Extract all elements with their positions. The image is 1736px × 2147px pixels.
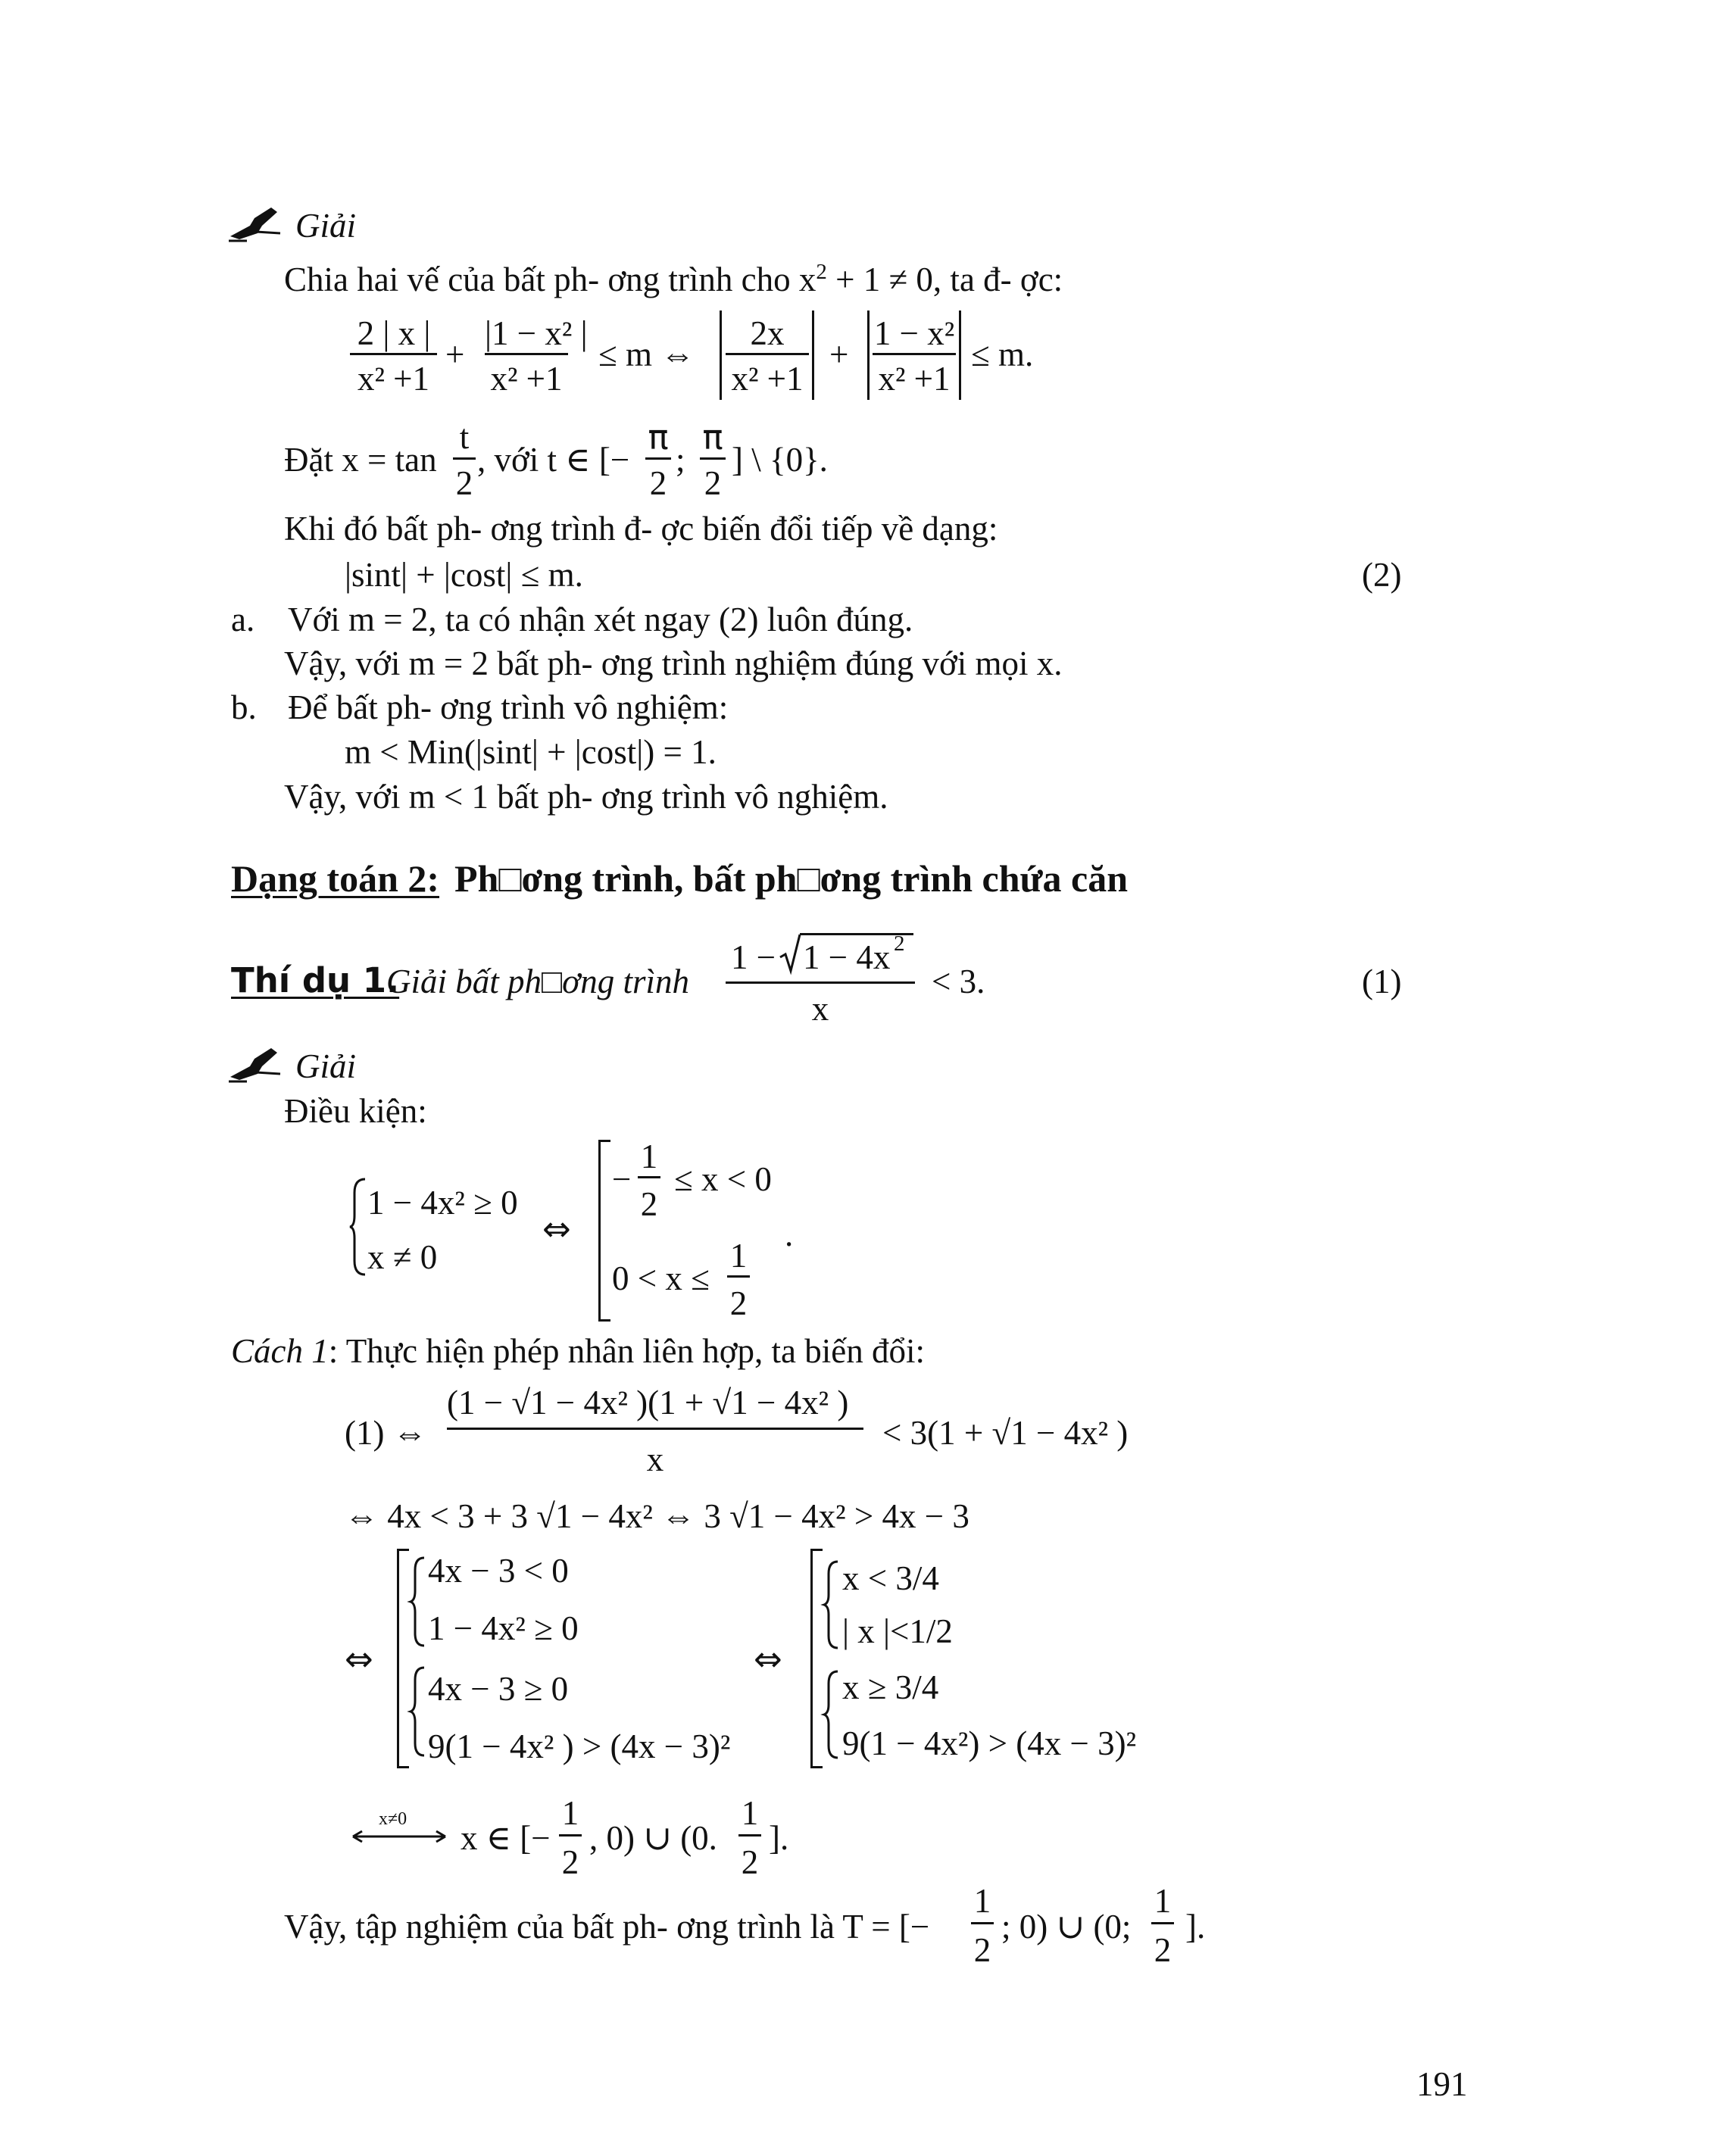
example-label: Thí dụ 1. [231, 960, 400, 1000]
part-a-conclusion: Vậy, với m = 2 bất ph- ơng trình nghiệm đúng với mọi x. [284, 644, 1063, 682]
example-denominator: x [811, 990, 829, 1028]
solution-label-2: Giải [295, 1047, 357, 1085]
sys-b-3: x ≥ 3/4 [842, 1668, 939, 1706]
result-set: , 0) ∪ (0. [589, 1819, 717, 1857]
sys-a-1: 4x − 3 < 0 [428, 1552, 569, 1590]
conjugate-numerator: (1 − √1 − 4x² )(1 + √1 − 4x² ) [447, 1384, 849, 1421]
writing-hand-icon [227, 203, 282, 242]
condition-label: Điều kiện: [284, 1092, 427, 1130]
step-2: ⇔ 4x < 3 + 3 √1 − 4x² ⇔ 3 √1 − 4x² > 4x − 3 [345, 1497, 969, 1535]
le-m-iff: ≤ m ⇔ [598, 335, 695, 373]
frac1-den: x² +1 [357, 360, 430, 398]
cond-1: 1 − 4x² ≥ 0 [367, 1184, 518, 1222]
range-2: 0 < x ≤ [612, 1259, 710, 1297]
final-answer: Vậy, tập nghiệm của bất ph- ơng trình là T = [− [284, 1908, 930, 1946]
solution-label: Giải [295, 207, 357, 245]
part-b-text: Để bất ph- ơng trình vô nghiệm: [288, 688, 729, 726]
conjugate-rhs: < 3(1 + √1 − 4x² ) [882, 1414, 1129, 1452]
section-label: Dạng toán 2: [231, 857, 440, 900]
long-double-arrow-icon [350, 1829, 448, 1844]
frac4-num: 1 − x² [873, 314, 955, 352]
page-number: 191 [1416, 2065, 1468, 2103]
part-b-inequality: m < Min(|sint| + |cost|) = 1. [345, 733, 717, 771]
inequality-2: |sint| + |cost| ≤ m. [345, 556, 583, 594]
method-1-line: Cách 1: Thực hiện phép nhân liên hợp, ta biến đổi: [231, 1332, 925, 1370]
sys-a-2: 1 − 4x² ≥ 0 [428, 1609, 579, 1647]
section-title: Ph□ơng trình, bất ph□ơng trình chứa căn [454, 857, 1129, 900]
sys-a-3: 4x − 3 ≥ 0 [428, 1670, 569, 1708]
frac3-num: 2x [750, 314, 785, 352]
eq-ref-1: (1) [1362, 963, 1402, 1000]
cond-2: x ≠ 0 [367, 1238, 438, 1276]
part-b-conclusion: Vậy, với m < 1 bất ph- ơng trình vô nghiệm. [284, 778, 888, 816]
substitution: Đặt x = tan [284, 441, 437, 479]
intro-text: Chia hai vế của bất ph- ơng trình cho $x^2 + 1 \ne 0$, ta đ- ợc: [284, 260, 1063, 298]
khi-do-text: Khi đó bất ph- ơng trình đ- ợc biến đổi tiếp về dạng: [284, 510, 998, 548]
sys-b-2: | x |<1/2 [842, 1612, 953, 1650]
part-a-text: Với m = 2, ta có nhận xét ngay (2) luôn đúng. [288, 601, 913, 638]
frac2-num: |1 − x² | [485, 314, 588, 352]
range-1: ≤ x < 0 [674, 1160, 772, 1198]
frac4-den: x² +1 [878, 360, 951, 398]
frac2-den: x² +1 [490, 360, 563, 398]
eq-ref-2: (2) [1362, 556, 1402, 594]
sys-a-4: 9(1 − 4x² ) > (4x − 3)² [428, 1727, 731, 1765]
sys-b-1: x < 3/4 [842, 1559, 939, 1597]
frac3-den: x² +1 [731, 360, 804, 398]
frac1-num: 2 | x | [357, 314, 431, 352]
writing-hand-icon [227, 1044, 282, 1083]
sys-b-4: 9(1 − 4x²) > (4x − 3)² [842, 1724, 1137, 1762]
example-text: Giải bất ph□ơng trình [386, 963, 689, 1000]
